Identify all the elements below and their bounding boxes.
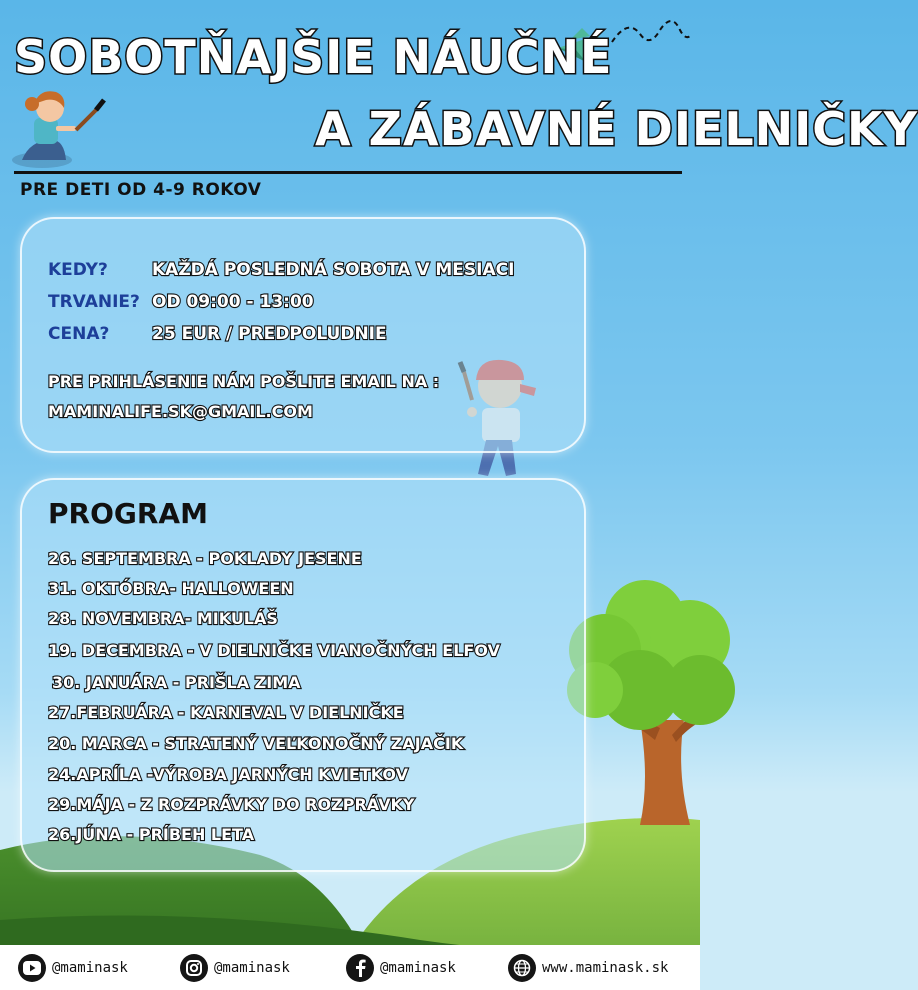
- footer-facebook[interactable]: [346, 953, 456, 983]
- globe-icon: [508, 954, 536, 982]
- footer-instagram[interactable]: [180, 953, 290, 983]
- footer-website[interactable]: [508, 953, 668, 983]
- info-value-duration: OD 09:00 - 13:00: [152, 292, 314, 312]
- footer-youtube[interactable]: [18, 953, 128, 983]
- registration-text: PRE PRIHLÁSENIE NÁM POŠLITE EMAIL NA :: [48, 372, 440, 391]
- facebook-handle: @maminask: [380, 960, 456, 976]
- facebook-icon: [346, 954, 374, 982]
- program-item: 26. SEPTEMBRA - POKLADY JESENE: [48, 549, 362, 568]
- registration-email[interactable]: MAMINALIFE.SK@GMAIL.COM: [48, 402, 313, 421]
- instagram-icon: [180, 954, 208, 982]
- website-url: www.maminask.sk: [542, 960, 669, 976]
- program-item: 27.FEBRUÁRA - KARNEVAL V DIELNIČKE: [48, 703, 404, 722]
- program-item: 19. DECEMBRA - V DIELNIČKE VIANOČNÝCH ELFOV: [48, 641, 500, 660]
- tree-illustration: [567, 580, 735, 825]
- program-item: 28. NOVEMBRA- MIKULÁŠ: [48, 609, 278, 628]
- youtube-icon: [18, 954, 46, 982]
- program-item: 24.APRÍLA -VÝROBA JARNÝCH KVIETKOV: [48, 765, 408, 784]
- program-item: 30. JANUÁRA - PRIŠLA ZIMA: [52, 673, 301, 692]
- program-item: 26.JÚNA - PRÍBEH LETA: [48, 825, 255, 844]
- program-item: 31. OKTÓBRA- HALLOWEEN: [48, 579, 294, 598]
- youtube-handle: @maminask: [52, 960, 128, 976]
- info-value-price: 25 EUR / PREDPOLUDNIE: [152, 324, 387, 344]
- info-label-when: KEDY?: [48, 260, 108, 280]
- instagram-handle: @maminask: [214, 960, 290, 976]
- program-item: 20. MARCA - STRATENÝ VEĽKONOČNÝ ZAJAČIK: [48, 734, 464, 753]
- info-label-duration: TRVANIE?: [48, 292, 140, 312]
- title-line-2: A ZÁBAVNÉ DIELNIČKY: [315, 102, 918, 156]
- program-item: 29.MÁJA - Z ROZPRÁVKY DO ROZPRÁVKY: [48, 795, 415, 814]
- age-subtitle: PRE DETI OD 4-9 ROKOV: [20, 180, 262, 200]
- girl-painter-illustration: [12, 91, 104, 168]
- info-value-when: KAŽDÁ POSLEDNÁ SOBOTA V MESIACI: [152, 260, 515, 280]
- title-divider: [14, 171, 682, 174]
- program-title: PROGRAM: [48, 497, 208, 530]
- title-line-1: SOBOTŇAJŠIE NÁUČNÉ: [14, 30, 613, 84]
- info-label-price: CENA?: [48, 324, 110, 344]
